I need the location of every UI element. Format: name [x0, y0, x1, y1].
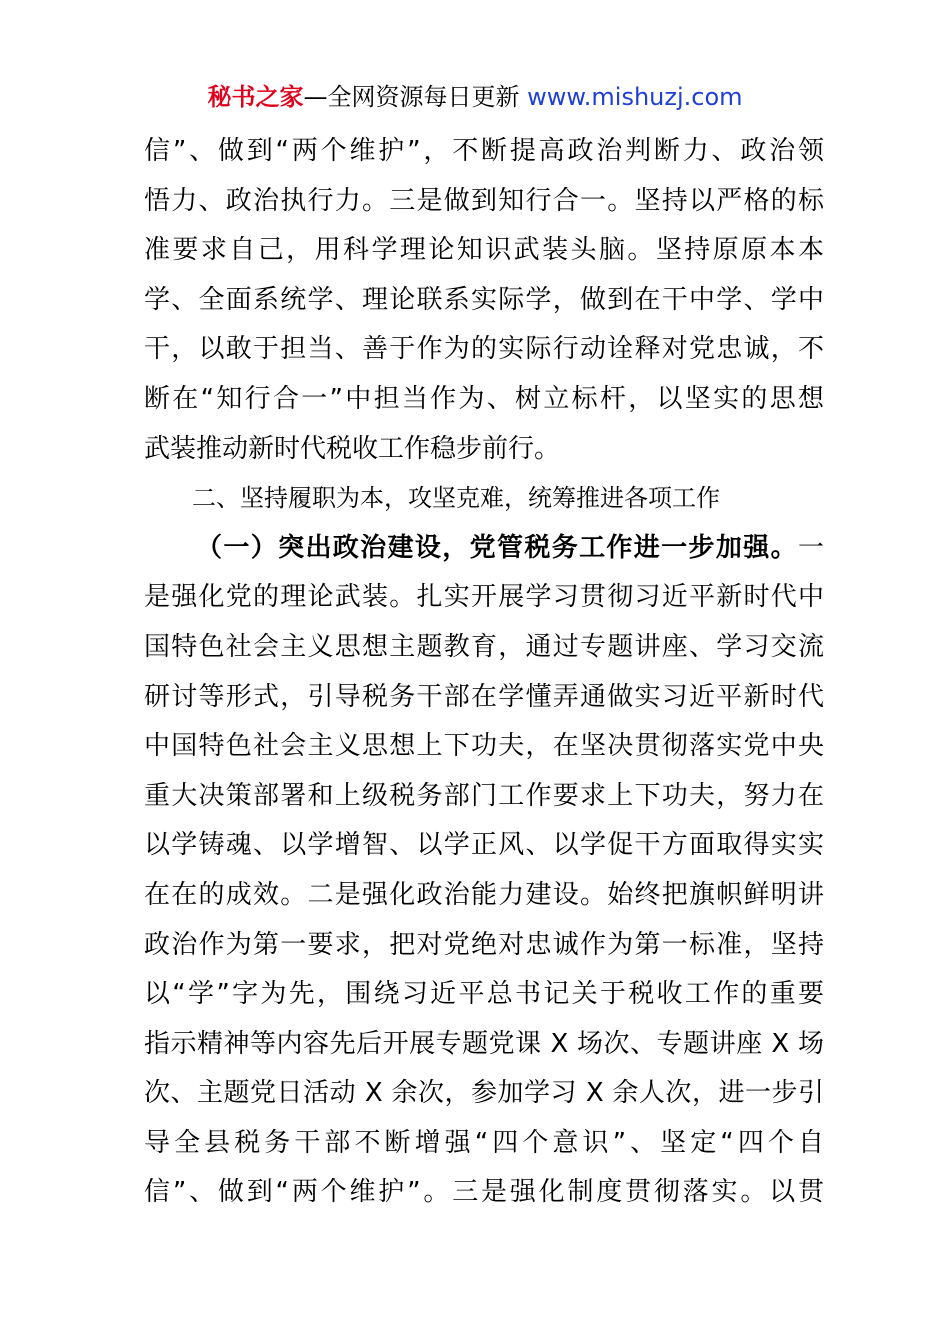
text-line: 学、全面系统学、理论联系实际学，做到在干中学、学中: [144, 284, 824, 315]
text-line: 在在的成效。二是强化政治能力建设。始终把旗帜鲜明讲: [144, 879, 824, 910]
subheading: （一）突出政治建设，党管税务工作进一步加强。: [196, 532, 798, 563]
section-heading: 二、坚持履职为本，攻坚克难，统筹推进各项工作: [192, 484, 720, 513]
header-tagline: —全网资源每日更新: [303, 83, 528, 111]
text-line: 准要求自己，用科学理论知识武装头脑。坚持原原本本: [144, 235, 824, 266]
text-line: 悟力、政治执行力。三是做到知行合一。坚持以严格的标: [144, 185, 824, 216]
text-line: 指示精神等内容先后开展专题党课 X 场次、专题讲座 X 场: [144, 1028, 824, 1059]
header-brand: 秘书之家: [207, 83, 304, 111]
text-line: 信”、做到“两个维护”，不断提高政治判断力、政治领: [144, 136, 824, 166]
text-line: 研讨等形式，引导税务干部在学懂弄通做实习近平新时代: [144, 681, 824, 712]
text-line: 次、主题党日活动 X 余次，参加学习 X 余人次，进一步引: [144, 1078, 824, 1109]
text-line: 断在“知行合一”中担当作为、树立标杆，以坚实的思想: [144, 383, 824, 414]
text-line: 中国特色社会主义思想上下功夫，在坚决贯彻落实党中央: [144, 731, 824, 762]
text-line: 武装推动新时代税收工作稳步前行。: [144, 433, 561, 464]
text-line: 以学铸魂、以学增智、以学正风、以学促干方面取得实实: [144, 830, 824, 861]
text-line: 政治作为第一要求，把对党绝对忠诚作为第一标准，坚持: [144, 929, 824, 960]
text-line: 以“学”字为先，围绕习近平总书记关于税收工作的重要: [144, 979, 824, 1010]
text-line: 信”、做到“两个维护”。三是强化制度贯彻落实。以贯: [144, 1177, 824, 1208]
text-line: 干，以敢于担当、善于作为的实际行动诠释对党忠诚，不: [144, 334, 824, 365]
text-line: 国特色社会主义思想主题教育，通过专题讲座、学习交流: [144, 631, 824, 662]
text-line: 导全县税务干部不断增强“四个意识”、坚定“四个自: [144, 1127, 824, 1158]
text-line: 是强化党的理论武装。扎实开展学习贯彻习近平新时代中: [144, 582, 824, 613]
subheading-rest: 一: [797, 532, 824, 563]
header-url-link[interactable]: www.mishuzj.com: [527, 83, 743, 111]
subheading-line: [144, 524, 824, 574]
page-header: [0, 80, 950, 114]
document-body: [144, 127, 824, 1218]
text-line: 重大决策部署和上级税务部门工作要求上下功夫，努力在: [144, 780, 824, 811]
